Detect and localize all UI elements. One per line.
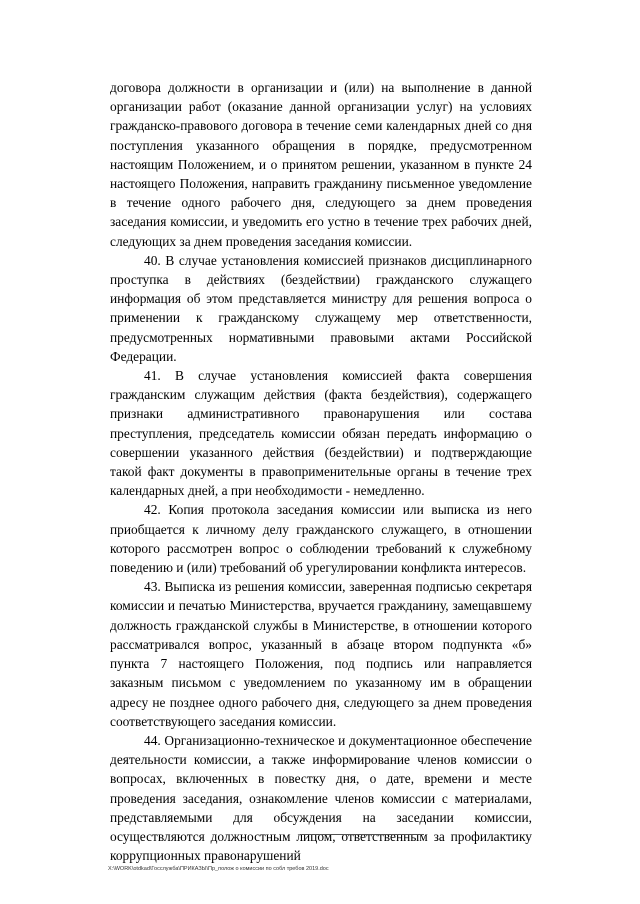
- paragraph-44: 44. Организационно-техническое и документационное обеспечение деятельности комиссии, а также информирование членов комиссии о вопросах, включенных в повестку дня, о дате, времени и месте проведения заседания, ознакомление членов комиссии с материалами, представляемыми для обсуждения на заседании комиссии, осуществляются должностным лицом, ответственным за профилактику коррупционных правонарушений: [110, 732, 532, 864]
- paragraph-continuation: договора должности в организации и (или) на выполнение в данной организации работ (оказание данной организации услуг) на условиях гражданско-правового договора в течение семи календарных дней со дня поступления указанного обращения в порядке, предусмотренном настоящим Положением, и о принятом решении, указанном в пункте 24 настоящего Положения, направить гражданину письменное уведомление в течение одного рабочего дня, следующего за днем проведения заседания комиссии, и уведомить его устно в течение трех рабочих дней, следующих за днем проведения заседания комиссии.: [110, 80, 532, 249]
- footer-file-path: X:\WORK\otdkad\Госслужба\ПРИКАЗЫ\Пр_полож о комиссии по собл требов 2019.doc: [108, 866, 329, 872]
- paragraph-41: 41. В случае установления комиссией факта совершения гражданским служащим действия (факта бездействия), содержащего признаки административного правонарушения или состава преступления, председатель комиссии обязан передать информацию о совершении указанного действия (бездействии) и подтверждающие такой факт документы в правоприменительные органы в течение трех календарных дней, а при необходимости - немедленно.: [110, 368, 532, 499]
- paragraph-43: 43. Выписка из решения комиссии, заверенная подписью секретаря комиссии и печатью Министерства, вручается гражданину, замещавшему должность гражданской службы в Министерстве, в отношении которого рассматривался вопрос, указанный в абзаце втором подпункта «б» пункта 7 настоящего Положения, под подпись или направляется заказным письмом с уведомлением по указанному им в обращении адресу не позднее одного рабочего дня, следующего за днем проведения соответствующего заседания комиссии.: [110, 579, 532, 729]
- document-body: [110, 78, 532, 865]
- paragraph-42: 42. Копия протокола заседания комиссии или выписка из него приобщается к личному делу гражданского служащего, в отношении которого рассмотрен вопрос о соблюдении требований к служебному поведению и (или) требований об урегулировании конфликта интересов.: [110, 502, 532, 576]
- paragraph-40: 40. В случае установления комиссией признаков дисциплинарного проступка в действиях (бездействии) гражданского служащего информация об этом представляется министру для решения вопроса о применении к гражданскому служащему мер ответственности, предусмотренных нормативными правовыми актами Российской Федерации.: [110, 252, 532, 364]
- end-separator-line: [300, 834, 424, 835]
